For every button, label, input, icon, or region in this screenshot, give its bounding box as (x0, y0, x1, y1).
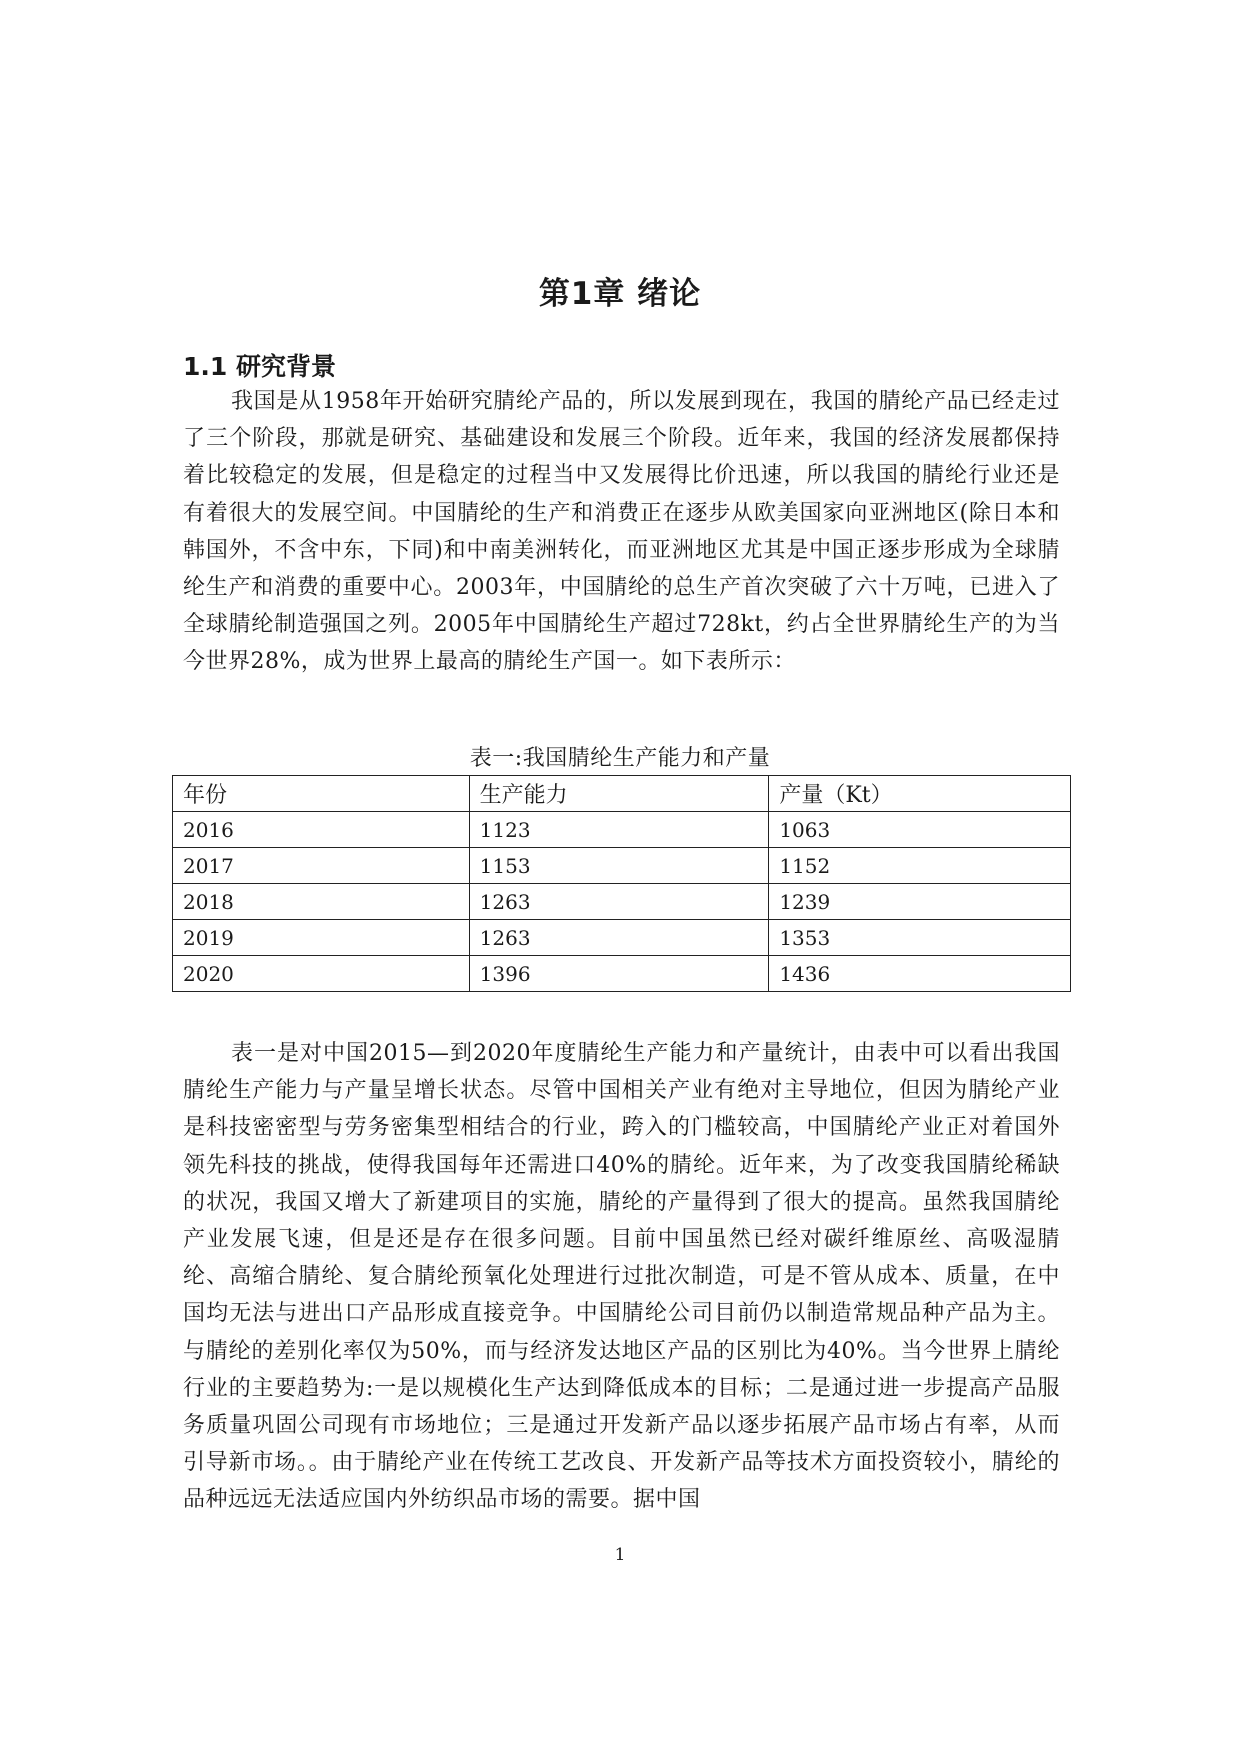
header-capacity: 生产能力 (469, 776, 769, 812)
cell-capacity: 1123 (469, 812, 769, 848)
cell-capacity: 1263 (469, 920, 769, 956)
cell-output: 1239 (769, 884, 1071, 920)
cell-year: 2017 (173, 848, 470, 884)
table-row (173, 848, 1071, 884)
header-year: 年份 (173, 776, 470, 812)
table-row (173, 812, 1071, 848)
table-caption: 表一:我国腈纶生产能力和产量 (469, 746, 771, 771)
cell-capacity: 1153 (469, 848, 769, 884)
page-number: 1 (614, 1545, 626, 1565)
cell-output: 1152 (769, 848, 1071, 884)
header-output: 产量（Kt） (769, 776, 1071, 812)
cell-output: 1353 (769, 920, 1071, 956)
production-table (172, 775, 1071, 992)
table-header-row (173, 776, 1071, 812)
chapter-title: 第1章 绪论 (538, 276, 702, 312)
cell-year: 2018 (173, 884, 470, 920)
cell-year: 2019 (173, 920, 470, 956)
cell-capacity: 1263 (469, 884, 769, 920)
cell-output: 1063 (769, 812, 1071, 848)
cell-year: 2020 (173, 956, 470, 992)
section-title: 1.1 研究背景 (183, 352, 336, 381)
table-row (173, 956, 1071, 992)
body-paragraph-1: 我国是从1958年开始研究腈纶产品的，所以发展到现在，我国的腈纶产品已经走过了三个阶段，那就是研究、基础建设和发展三个阶段。近年来，我国的经济发展都保持着比较稳定的发展，但是稳定的过程当中又发展得比价迅速，所以我国的腈纶行业还是有着很大的发展空间。中国腈纶的生产和消费正在逐步从欧美国家向亚洲地区(除日本和韩国外，不含中东，下同)和中南美洲转化，而亚洲地区尤其是中国正逐步形成为全球腈纶生产和消费的重要中心。2003年，中国腈纶的总生产首次突破了六十万吨，已进入了全球腈纶制造强国之列。2005年中国腈纶生产超过728kt，约占全世界腈纶生产的为当今世界28%，成为世界上最高的腈纶生产国一。如下表所示： (183, 389, 1060, 675)
body-paragraph-2: 表一是对中国2015—到2020年度腈纶生产能力和产量统计，由表中可以看出我国腈纶生产能力与产量呈增长状态。尽管中国相关产业有绝对主导地位，但因为腈纶产业是科技密密型与劳务密集型相结合的行业，跨入的门槛较高，中国腈纶产业正对着国外领先科技的挑战，使得我国每年还需进口40%的腈纶。近年来，为了改变我国腈纶稀缺的状况，我国又增大了新建项目的实施，腈纶的产量得到了很大的提高。虽然我国腈纶产业发展飞速，但是还是存在很多问题。目前中国虽然已经对碳纤维原丝、高吸湿腈纶、高缩合腈纶、复合腈纶预氧化处理进行过批次制造，可是不管从成本、质量，在中国均无法与进出口产品形成直接竞争。中国腈纶公司目前仍以制造常规品种产品为主。与腈纶的差别化率仅为50%，而与经济发达地区产品的区别比为40%。当今世界上腈纶行业的主要趋势为:一是以规模化生产达到降低成本的目标；二是通过进一步提高产品服务质量巩固公司现有市场地位；三是通过开发新产品以逐步拓展产品市场占有率，从而引导新市场。。由于腈纶产业在传统工艺改良、开发新产品等技术方面投资较小，腈纶的品种远远无法适应国内外纺织品市场的需要。据中国 (183, 1041, 1060, 1513)
cell-output: 1436 (769, 956, 1071, 992)
table-row (173, 884, 1071, 920)
cell-capacity: 1396 (469, 956, 769, 992)
table-row (173, 920, 1071, 956)
cell-year: 2016 (173, 812, 470, 848)
